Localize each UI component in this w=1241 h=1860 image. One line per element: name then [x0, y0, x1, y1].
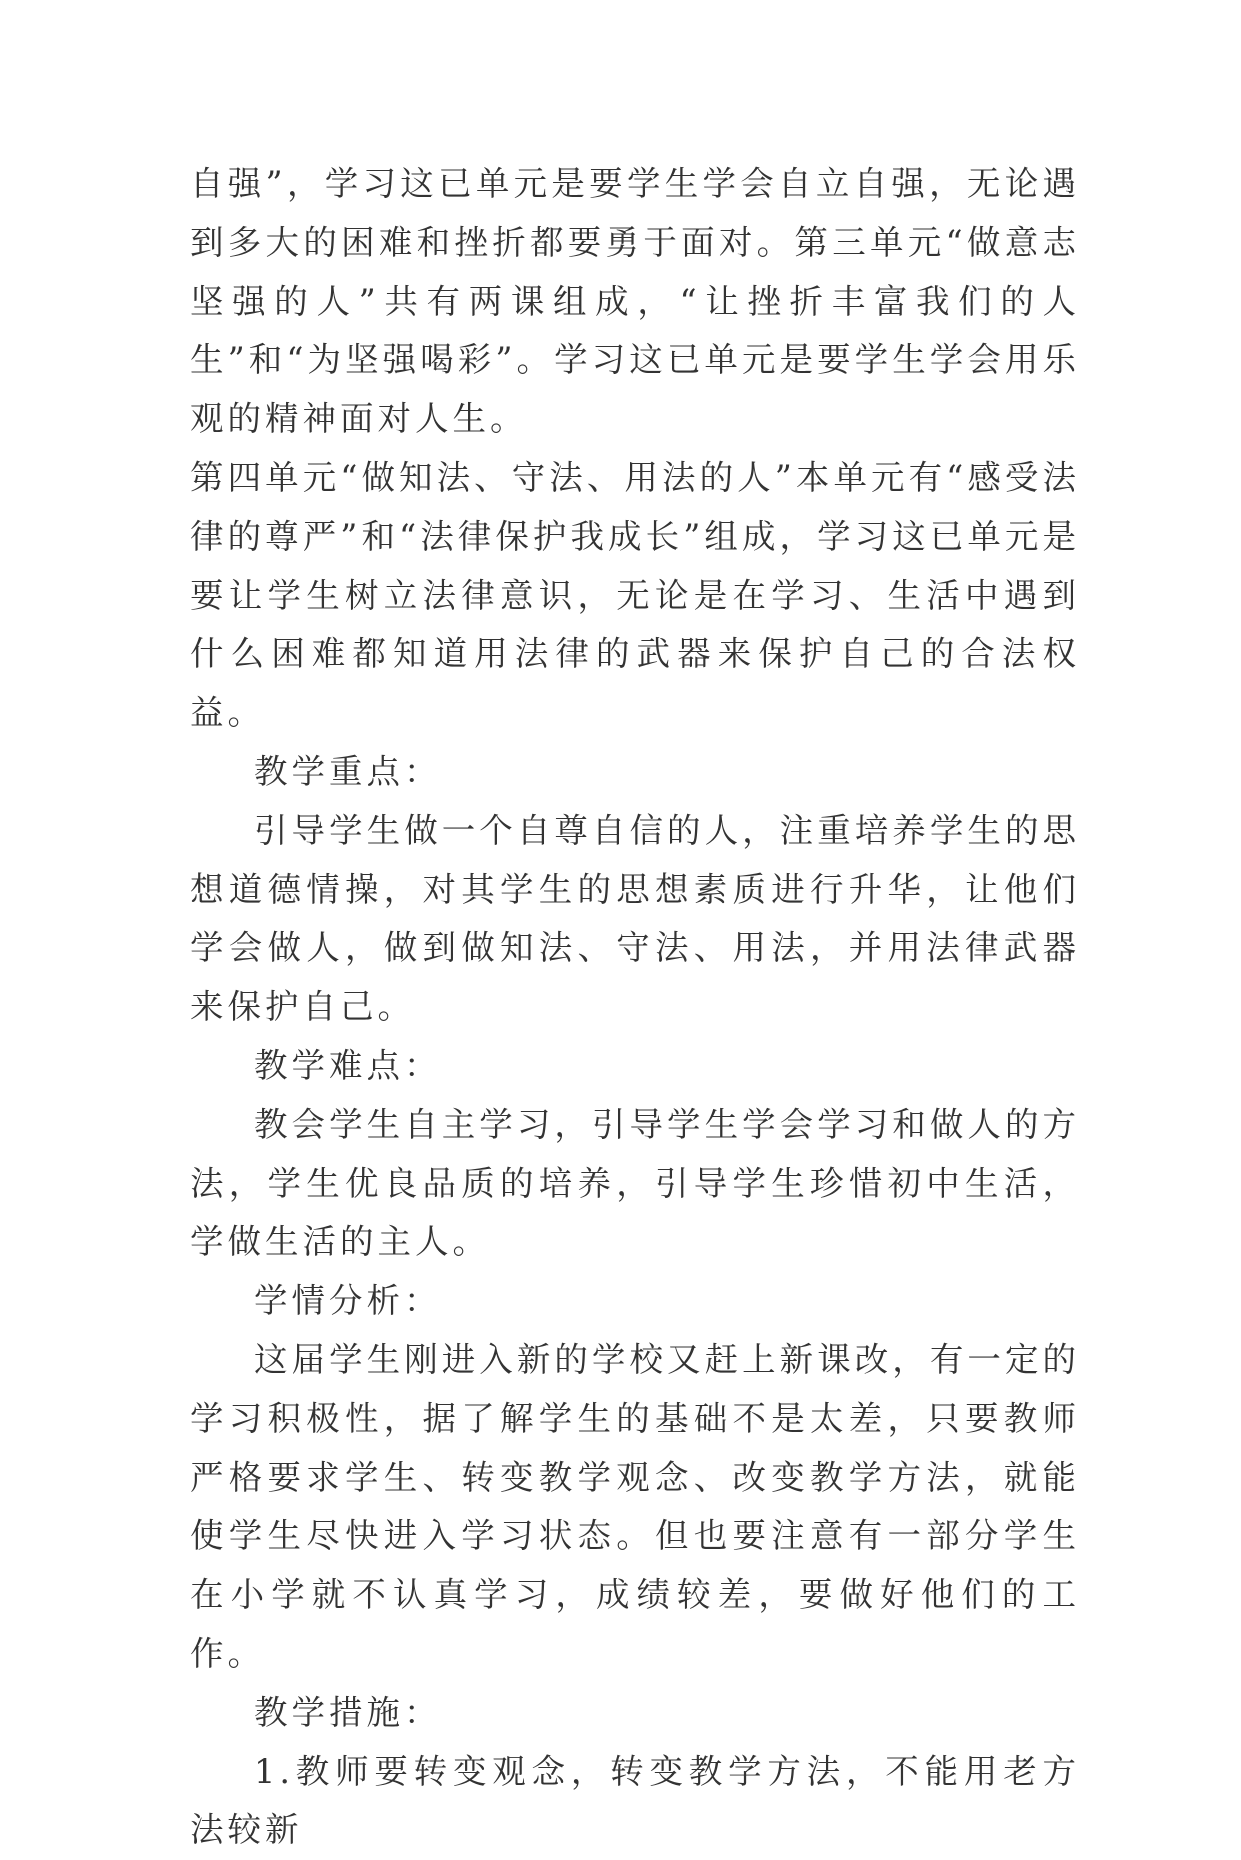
- paragraph-unit-two-end: 自强”，学习这已单元是要学生学会自立自强，无论遇到多大的困难和挫折都要勇于面对。第三单元“做意志坚强的人”共有两课组成，“让挫折丰富我们的人生”和“为坚强喝彩”。学习这已单元是要学生学会用乐观的精神面对人生。: [190, 164, 1080, 439]
- paragraph-teaching-key-points: 引导学生做一个自尊自信的人，注重培养学生的思想道德情操，对其学生的思想素质进行升华，让他们学会做人，做到做知法、守法、用法，并用法律武器来保护自己。: [190, 810, 1080, 1027]
- heading-teaching-key-points: 教学重点：: [254, 751, 442, 791]
- heading-teaching-measures: 教学措施：: [254, 1692, 442, 1732]
- paragraph-unit-four: 第四单元“做知法、守法、用法的人”本单元有“感受法律的尊严”和“法律保护我成长”组成，学习这已单元是要让学生树立法律意识，无论是在学习、生活中遇到什么困难都知道用法律的武器来保护自己的合法权益。: [190, 457, 1080, 733]
- heading-teaching-difficulties: 教学难点：: [254, 1045, 442, 1085]
- paragraph-teaching-difficulties: 教会学生自主学习，引导学生学会学习和做人的方法，学生优良品质的培养，引导学生珍惜初中生活，学做生活的主人。: [190, 1104, 1080, 1262]
- paragraph-teaching-measure-1: 1.教师要转变观念，转变教学方法，不能用老方法较新: [190, 1751, 1080, 1850]
- heading-student-analysis: 学情分析：: [254, 1281, 442, 1321]
- paragraph-student-analysis: 这届学生刚进入新的学校又赶上新课改，有一定的学习积极性，据了解学生的基础不是太差，只要教师严格要求学生、转变教学观念、改变教学方法，就能使学生尽快进入学习状态。但也要注意有一部分学生在小学就不认真学习，成绩较差，要做好他们的工作。: [190, 1339, 1080, 1673]
- document-body: [190, 155, 1080, 1860]
